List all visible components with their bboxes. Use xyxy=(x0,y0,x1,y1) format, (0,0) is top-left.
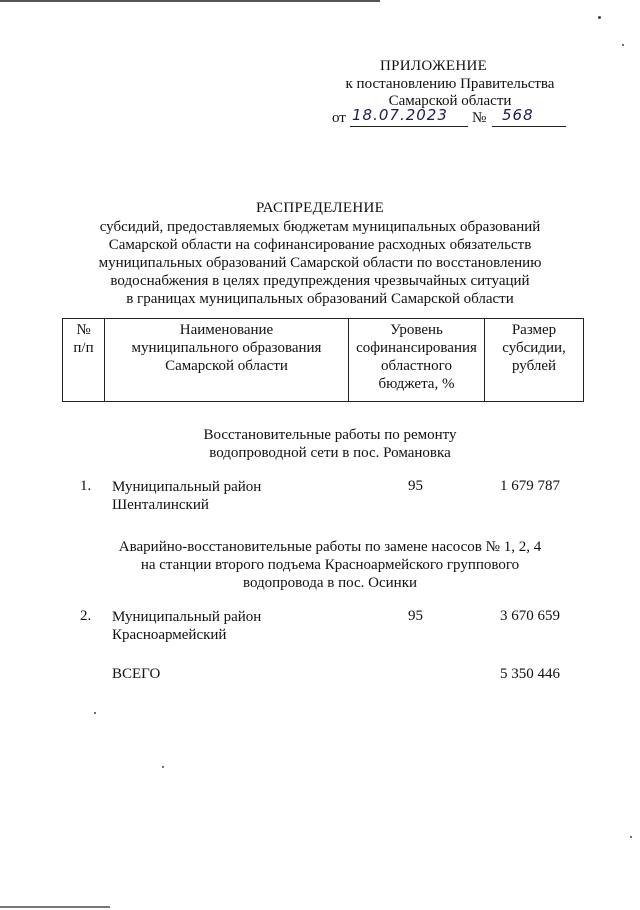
document-subtitle xyxy=(40,218,600,308)
subtitle-line: в границах муниципальных образований Самарской области xyxy=(126,291,514,307)
handwritten-date: 18.07.2023 xyxy=(352,106,448,124)
section-heading-line: на станции второго подъема Красноармейского группового xyxy=(140,557,520,573)
row-number: 1. xyxy=(80,478,92,494)
column-header-line: бюджета, % xyxy=(378,376,455,392)
section-heading-line: Восстановительные работы по ремонту xyxy=(203,427,457,443)
column-header-line: рублей xyxy=(511,358,557,374)
section-heading xyxy=(60,538,600,592)
column-header-amount xyxy=(485,319,583,401)
appendix-title: ПРИЛОЖЕНИЕ xyxy=(380,58,488,74)
table-header xyxy=(62,318,584,402)
row-subsidy-amount: 1 679 787 xyxy=(500,478,560,494)
scan-speck xyxy=(630,836,632,838)
column-header-number xyxy=(63,319,105,401)
handwritten-number: 568 xyxy=(502,106,534,124)
row-municipality-line: Шенталинский xyxy=(112,497,209,513)
column-header-line: софинансирования xyxy=(356,340,477,356)
date-underline xyxy=(350,126,468,127)
column-header-line: № xyxy=(76,322,91,338)
appendix-line-1: к постановлению Правительства xyxy=(345,76,555,92)
row-municipality xyxy=(112,608,372,644)
from-label: от xyxy=(332,110,346,126)
document-reference xyxy=(324,106,584,130)
subtitle-line: водоснабжения в целях предупреждения чрезвычайных ситуаций xyxy=(110,273,530,289)
row-municipality-line: Красноармейский xyxy=(112,627,227,643)
column-header-line: Самарской области xyxy=(165,358,288,374)
number-underline xyxy=(492,126,566,127)
subtitle-line: субсидий, предоставляемых бюджетам муниципальных образований xyxy=(99,219,541,235)
column-header-line: субсидии, xyxy=(502,340,566,356)
row-municipality-line: Муниципальный район xyxy=(112,609,262,625)
number-label: № xyxy=(472,110,487,126)
scan-speck xyxy=(622,44,624,46)
column-header-level xyxy=(349,319,485,401)
scan-speck xyxy=(94,712,96,714)
column-header-line: Наименование xyxy=(179,322,274,338)
total-label: ВСЕГО xyxy=(112,666,161,682)
column-header-name xyxy=(105,319,349,401)
appendix-line-2: Самарской области xyxy=(388,93,512,109)
subtitle-line: муниципальных образований Самарской области по восстановлению xyxy=(98,255,542,271)
scan-edge-top xyxy=(0,0,380,2)
column-header-line: п/п xyxy=(73,340,94,356)
scan-speck xyxy=(162,766,164,768)
scan-edge-bottom xyxy=(0,906,110,908)
section-heading-line: водопровода в пос. Осинки xyxy=(242,575,418,591)
column-header-line: муниципального образования xyxy=(131,340,322,356)
row-number: 2. xyxy=(80,608,92,624)
column-header-line: областного xyxy=(381,358,452,374)
section-heading-line: водопроводной сети в пос. Романовка xyxy=(209,445,451,461)
section-heading xyxy=(60,426,600,462)
row-cofinancing-level: 95 xyxy=(408,608,423,624)
row-municipality-line: Муниципальный район xyxy=(112,479,262,495)
document-title: РАСПРЕДЕЛЕНИЕ xyxy=(255,200,385,216)
section-heading-line: Аварийно-восстановительные работы по замене насосов № 1, 2, 4 xyxy=(118,539,542,555)
column-header-line: Уровень xyxy=(390,322,443,338)
row-cofinancing-level: 95 xyxy=(408,478,423,494)
row-subsidy-amount: 3 670 659 xyxy=(500,608,560,624)
column-header-line: Размер xyxy=(511,322,557,338)
scan-speck xyxy=(598,16,601,19)
total-amount: 5 350 446 xyxy=(500,666,560,682)
subtitle-line: Самарской области на софинансирование расходных обязательств xyxy=(108,237,532,253)
row-municipality xyxy=(112,478,372,514)
